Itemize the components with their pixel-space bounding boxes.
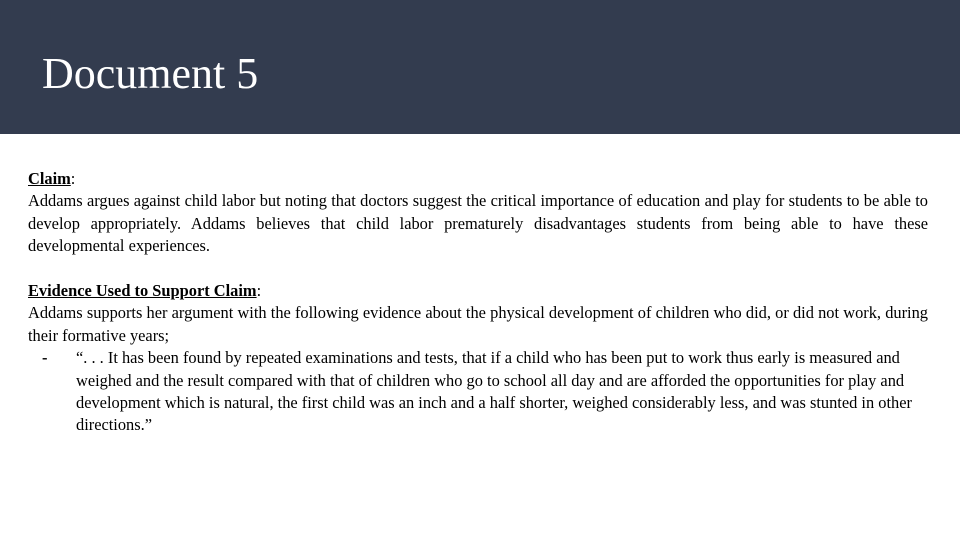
evidence-heading-line (28, 280, 928, 302)
claim-heading-line (28, 168, 928, 190)
slide-title: Document 5 (42, 49, 259, 98)
evidence-intro: Addams supports her argument with the following evidence about the physical development of children who did, or did not work, during their formative years; (28, 303, 928, 345)
claim-heading: Claim (28, 169, 71, 188)
evidence-quote-bullet (28, 347, 928, 437)
header-band (0, 0, 960, 134)
evidence-heading-colon: : (256, 281, 262, 301)
bullet-marker: - (42, 348, 48, 368)
evidence-quote-text: “. . . It has been found by repeated examinations and tests, that if a child who has been put to work thus early is measured and weighed and the result compared with that of children who go to school all day and are afforded the opportunities for play and development which is natural, the first child was an inch and a half shorter, weighed considerably less, and was stunted in other directions.” (76, 348, 912, 435)
evidence-section (28, 280, 928, 437)
claim-heading-colon: : (70, 169, 76, 188)
evidence-heading: Evidence Used to Support Claim (28, 281, 257, 301)
claim-section (28, 168, 928, 258)
slide-body (28, 168, 928, 437)
claim-text: Addams argues against child labor but noting that doctors suggest the critical importance of education and play for students to be able to develop appropriately. Addams believes that child labor prematurely disadvantages students from being able to have these developmental experiences. (28, 191, 928, 256)
